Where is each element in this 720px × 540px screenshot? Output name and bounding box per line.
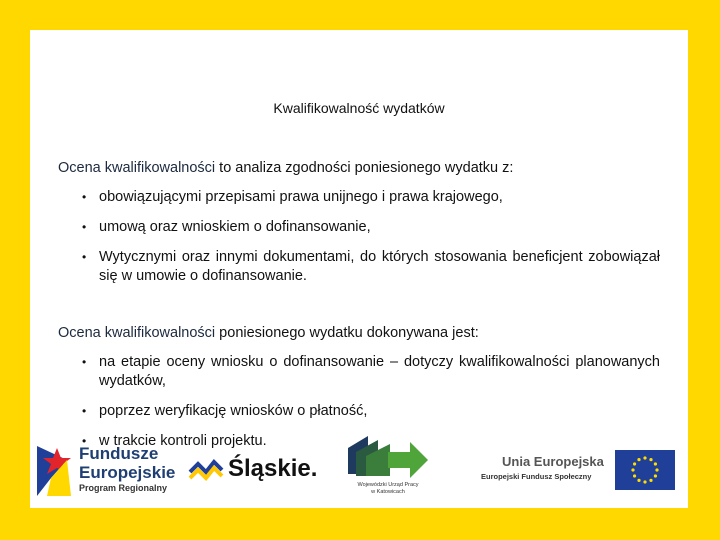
section2-rest: poniesionego wydatku dokonywana jest: <box>215 325 479 341</box>
logo-bar <box>30 430 688 508</box>
fundusze-star-icon <box>37 444 75 498</box>
eu-flag-icon <box>615 450 675 490</box>
section1-heading <box>58 160 513 176</box>
list-item: • Wytycznymi oraz innymi dokumentami, do których stosowania beneficjent zobowiązał się w umowie o dofinansowanie. <box>82 249 660 284</box>
wup-arrow-icon <box>338 434 438 480</box>
bullet-icon: • <box>82 250 87 264</box>
unia-europejska-logo: Unia Europejska Europejski Fundusz Społeczny <box>478 450 678 494</box>
wup-caption: Wojewódzki Urząd Pracy w Katowicach <box>357 482 419 495</box>
list-item: • obowiązującymi przepisami prawa unijnego i prawa krajowego, <box>82 189 503 205</box>
slide-title: Kwalifikowalność wydatków <box>273 100 445 116</box>
wup-logo <box>338 434 438 508</box>
section2-term: Ocena kwalifikowalności <box>58 325 216 341</box>
bullet-icon: • <box>82 355 87 369</box>
section2-heading <box>58 325 479 341</box>
section1-term: Ocena kwalifikowalności <box>58 160 216 176</box>
list-item: • umową oraz wnioskiem o dofinansowanie, <box>82 219 371 235</box>
bullet-icon: • <box>82 190 87 204</box>
slide <box>30 30 688 508</box>
section1-rest: to analiza zgodności poniesionego wydatku z: <box>215 160 514 176</box>
slaskie-logo: Śląskie. <box>188 454 318 484</box>
bullet-icon: • <box>82 404 87 418</box>
fundusze-europejskie-logo <box>37 444 197 502</box>
list-item: • w trakcie kontroli projektu. <box>82 433 267 449</box>
bullet-icon: • <box>82 220 87 234</box>
bullet-icon: • <box>82 434 87 448</box>
list-item: • poprzez weryfikację wniosków o płatność, <box>82 403 368 419</box>
fundusze-text: Fundusze Europejskie Program Regionalny <box>79 444 176 493</box>
slaskie-wave-icon <box>188 454 224 484</box>
list-item: • na etapie oceny wniosku o dofinansowanie – dotyczy kwalifikowalności planowanych wydatków, <box>82 354 660 389</box>
section1-list <box>80 188 660 286</box>
